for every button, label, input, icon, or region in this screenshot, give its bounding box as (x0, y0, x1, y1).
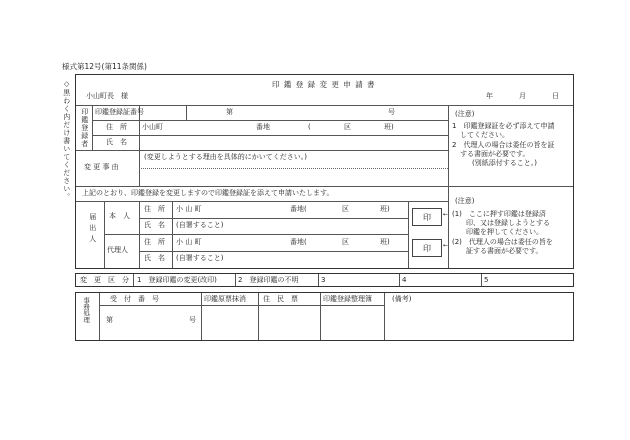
self-label: 本 人 (109, 212, 130, 220)
number-prefix: 第 (226, 108, 233, 116)
registrant-name-label: 氏 名 (106, 138, 127, 146)
change-option-4: 4 (402, 276, 407, 284)
declaration-text: 上記のとおり、印鑑登録を変更しますので印鑑登録証を添えて申請いたします。 (82, 189, 334, 197)
registrant-town: 小山町 (142, 123, 163, 131)
note2-item1b: 印、又は登録しようとする (466, 219, 550, 227)
office-header-register: 印鑑登録整理簿 (323, 295, 372, 303)
proxy-ku: 区 (342, 238, 349, 246)
note1-item2c: (別紙添付すること。) (472, 159, 537, 167)
change-category-row (75, 273, 574, 287)
proxy-name-label: 氏 名 (144, 254, 165, 262)
self-name-label: 氏 名 (144, 221, 165, 229)
change-reason-label: 変 更 事 由 (84, 163, 119, 171)
registrant-paren: ( (308, 123, 311, 131)
self-signature-hint: (自署すること) (176, 221, 224, 229)
note1-item1b: してください。 (460, 131, 509, 139)
office-header-resident: 住 民 票 (263, 295, 298, 303)
change-option-2: 2 登録印鑑の不明 (238, 276, 299, 284)
change-option-1: 1 登録印鑑の変更(改印) (137, 276, 217, 284)
form-number: 様式第12号(第11条関係) (62, 62, 147, 71)
registrant-label: 印鑑登録者 (80, 108, 89, 148)
registrant-address-label: 住 所 (106, 123, 127, 131)
self-han: 班) (380, 205, 390, 213)
addressee: 小山町長 様 (86, 92, 128, 100)
office-header-number: 受 付 番 号 (110, 295, 159, 303)
registrant-ku: 区 (344, 123, 351, 131)
note2-item1: (1) ここに押す印鑑は登録済 (452, 210, 546, 218)
office-label: 事務処理 (82, 297, 91, 323)
self-seal-box: 印 (412, 208, 442, 226)
office-header-remarks: (備考) (392, 295, 412, 303)
number-suffix: 号 (388, 108, 395, 116)
self-ku: 区 (342, 205, 349, 213)
proxy-banchi: 番地( (290, 238, 307, 246)
self-town: 小 山 町 (176, 205, 202, 213)
date-day: 日 (552, 92, 559, 100)
proxy-seal-box: 印 (412, 239, 442, 257)
date-year: 年 (486, 92, 493, 100)
form-title: 印 鑑 登 録 変 更 申 請 書 (272, 80, 376, 89)
note1-item2: 2 代理人の場合は委任の旨を証 (452, 141, 555, 149)
note2-item2: (2) 代理人の場合は委任の旨を (452, 238, 553, 246)
note2-item2b: 証する書面が必要です。 (466, 247, 543, 255)
change-reason-hint: (変更しようとする理由を具体的にかいてください。) (144, 153, 307, 161)
proxy-address-label: 住 所 (144, 238, 165, 246)
proxy-signature-hint: (自署すること) (176, 254, 224, 262)
proxy-label: 代理人 (107, 246, 128, 254)
registrant-han: 班) (384, 123, 394, 131)
proxy-han: 班) (380, 238, 390, 246)
self-banchi: 番地( (290, 205, 307, 213)
change-category-label: 変 更 区 分 (80, 276, 129, 284)
side-note: ◇黒わく内だけ書いてください。 (62, 80, 71, 201)
office-number-suffix: 号 (189, 316, 196, 324)
arrow-icon: ← (443, 211, 449, 218)
note1-item2b: する書面が必要です。 (460, 150, 530, 158)
note2-title: (注意) (455, 197, 475, 205)
arrow-icon: ← (443, 242, 449, 249)
note1-item1: 1 印鑑登録証を必ず添えて申請 (452, 122, 555, 130)
office-number-prefix: 第 (106, 316, 113, 324)
proxy-town: 小 山 町 (176, 238, 202, 246)
office-processing-table (75, 292, 574, 341)
application-form (75, 74, 574, 269)
date-month: 月 (519, 92, 526, 100)
registration-number-label: 印鑑登録証番号 (95, 108, 144, 116)
registrant-banchi: 番地 (256, 123, 270, 131)
change-option-3: 3 (321, 276, 326, 284)
self-address-label: 住 所 (144, 205, 165, 213)
note1-title: (注意) (455, 110, 475, 118)
change-option-5: 5 (484, 276, 489, 284)
note2-item1c: 印鑑を押してください。 (466, 228, 543, 236)
office-header-ledger: 印鑑原票抹消 (204, 295, 246, 303)
applicant-label: 届出人 (88, 213, 97, 246)
